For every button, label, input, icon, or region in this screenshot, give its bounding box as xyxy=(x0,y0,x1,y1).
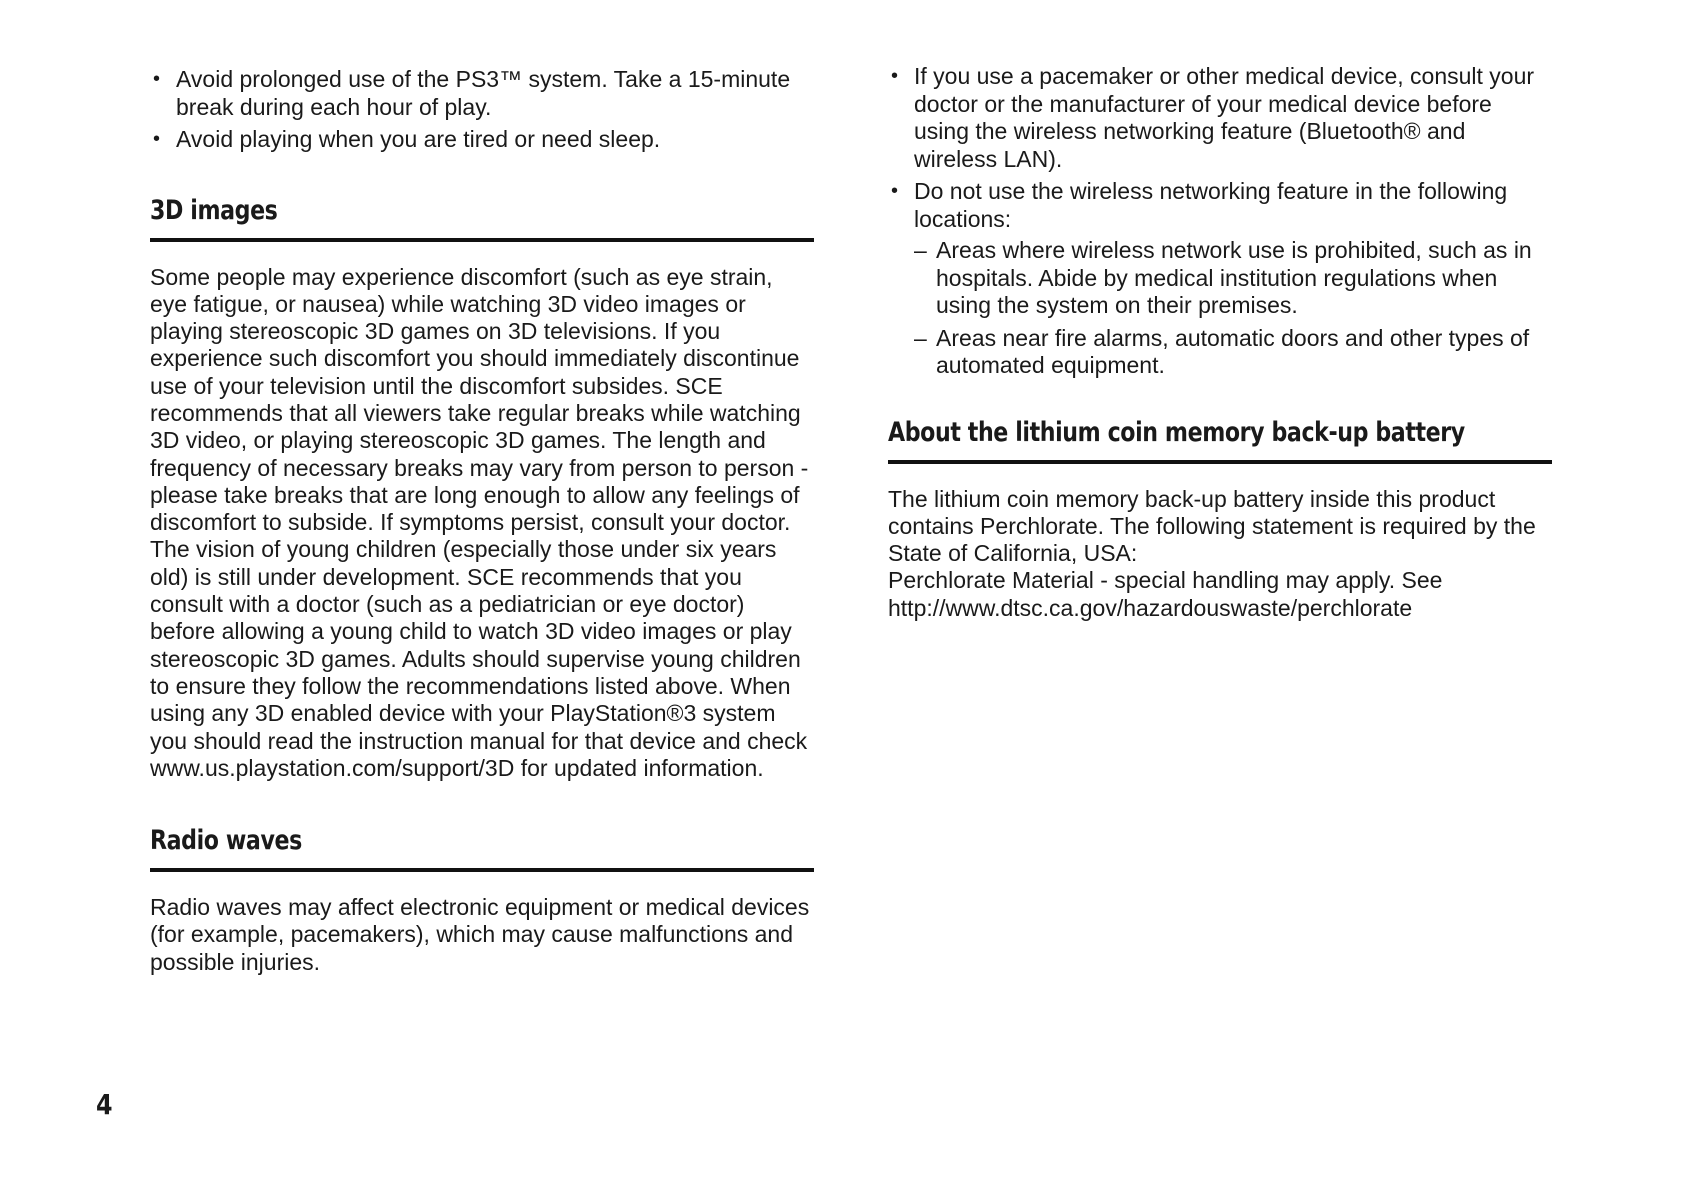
bullet-icon: • xyxy=(153,68,161,90)
dash-icon: – xyxy=(914,237,927,263)
list-item xyxy=(914,237,1552,320)
paragraph: Some people may experience discomfort (such as eye strain, eye fatigue, or nausea) while watching 3D video images or playing stereoscopic 3D games on 3D televisions. If you experience such discomfort you should immediately discontinue use of your television until the discomfort subsides. SCE recommends that all viewers take regular breaks while watching 3D video, or playing stereoscopic 3D games. The length and frequency of necessary breaks may vary from person to person - please take breaks that are long enough to allow any feelings of discomfort to subside. If symptoms persist, consult your doctor. xyxy=(150,263,809,536)
bullet-icon: • xyxy=(891,180,899,202)
bullet-icon: • xyxy=(153,128,161,150)
paragraph: The lithium coin memory back-up battery inside this product contains Perchlorate. The following statement is required by the State of California, USA: xyxy=(888,485,1536,567)
bullet-icon: • xyxy=(891,65,899,87)
section-lithium-battery xyxy=(888,416,1552,622)
section-rule xyxy=(150,868,814,872)
page-number: 4 xyxy=(96,1088,113,1121)
intro-bullet-list xyxy=(150,66,814,154)
paragraph: Perchlorate Material - special handling may apply. See http://www.dtsc.ca.gov/hazardouswaste/perchlorate xyxy=(888,567,1443,621)
section-heading: 3D images xyxy=(150,194,278,226)
bullet-text: If you use a pacemaker or other medical device, consult your doctor or the manufacturer of your medical device before using the wireless networking feature (Bluetooth® and wireless LAN). xyxy=(914,63,1535,172)
paragraph: The vision of young children (especially those under six years old) is still under development. SCE recommends that you consult with a doctor (such as a pediatrician or eye doctor) before allowing a young child to watch 3D video images or play stereoscopic 3D games. Adults should supervise young children to ensure they follow the recommendations listed above. When using any 3D enabled device with your PlayStation®3 system you should read the instruction manual for that device and check www.us.playstation.com/support/3D for updated information. xyxy=(150,536,808,781)
list-item xyxy=(150,126,814,154)
sub-item-text: Areas near fire alarms, automatic doors and other types of automated equipment. xyxy=(936,324,1530,378)
list-item xyxy=(888,178,1552,380)
left-column xyxy=(150,0,814,976)
paragraph: Radio waves may affect electronic equipment or medical devices (for example, pacemakers), which may cause malfunctions and possible injuries. xyxy=(150,894,810,975)
sub-item-text: Areas where wireless network use is prohibited, such as in hospitals. Abide by medical institution regulations when using the system on their premises. xyxy=(936,237,1532,318)
bullet-text: Avoid playing when you are tired or need sleep. xyxy=(176,126,661,152)
location-sub-list xyxy=(914,237,1552,380)
list-item xyxy=(888,63,1552,173)
section-rule xyxy=(150,238,814,242)
section-rule xyxy=(888,460,1552,464)
section-heading: About the lithium coin memory back-up battery xyxy=(888,416,1465,448)
right-column xyxy=(888,0,1552,622)
section-radio-waves xyxy=(150,824,814,976)
section-3d-images xyxy=(150,194,814,783)
bullet-text: Do not use the wireless networking feature in the following locations: xyxy=(914,178,1508,232)
wireless-bullet-list xyxy=(888,63,1552,380)
list-item xyxy=(914,325,1552,380)
bullet-text: Avoid prolonged use of the PS3™ system. Take a 15-minute break during each hour of play. xyxy=(176,66,791,120)
section-heading: Radio waves xyxy=(150,825,302,857)
list-item xyxy=(150,66,814,121)
dash-icon: – xyxy=(914,324,927,351)
